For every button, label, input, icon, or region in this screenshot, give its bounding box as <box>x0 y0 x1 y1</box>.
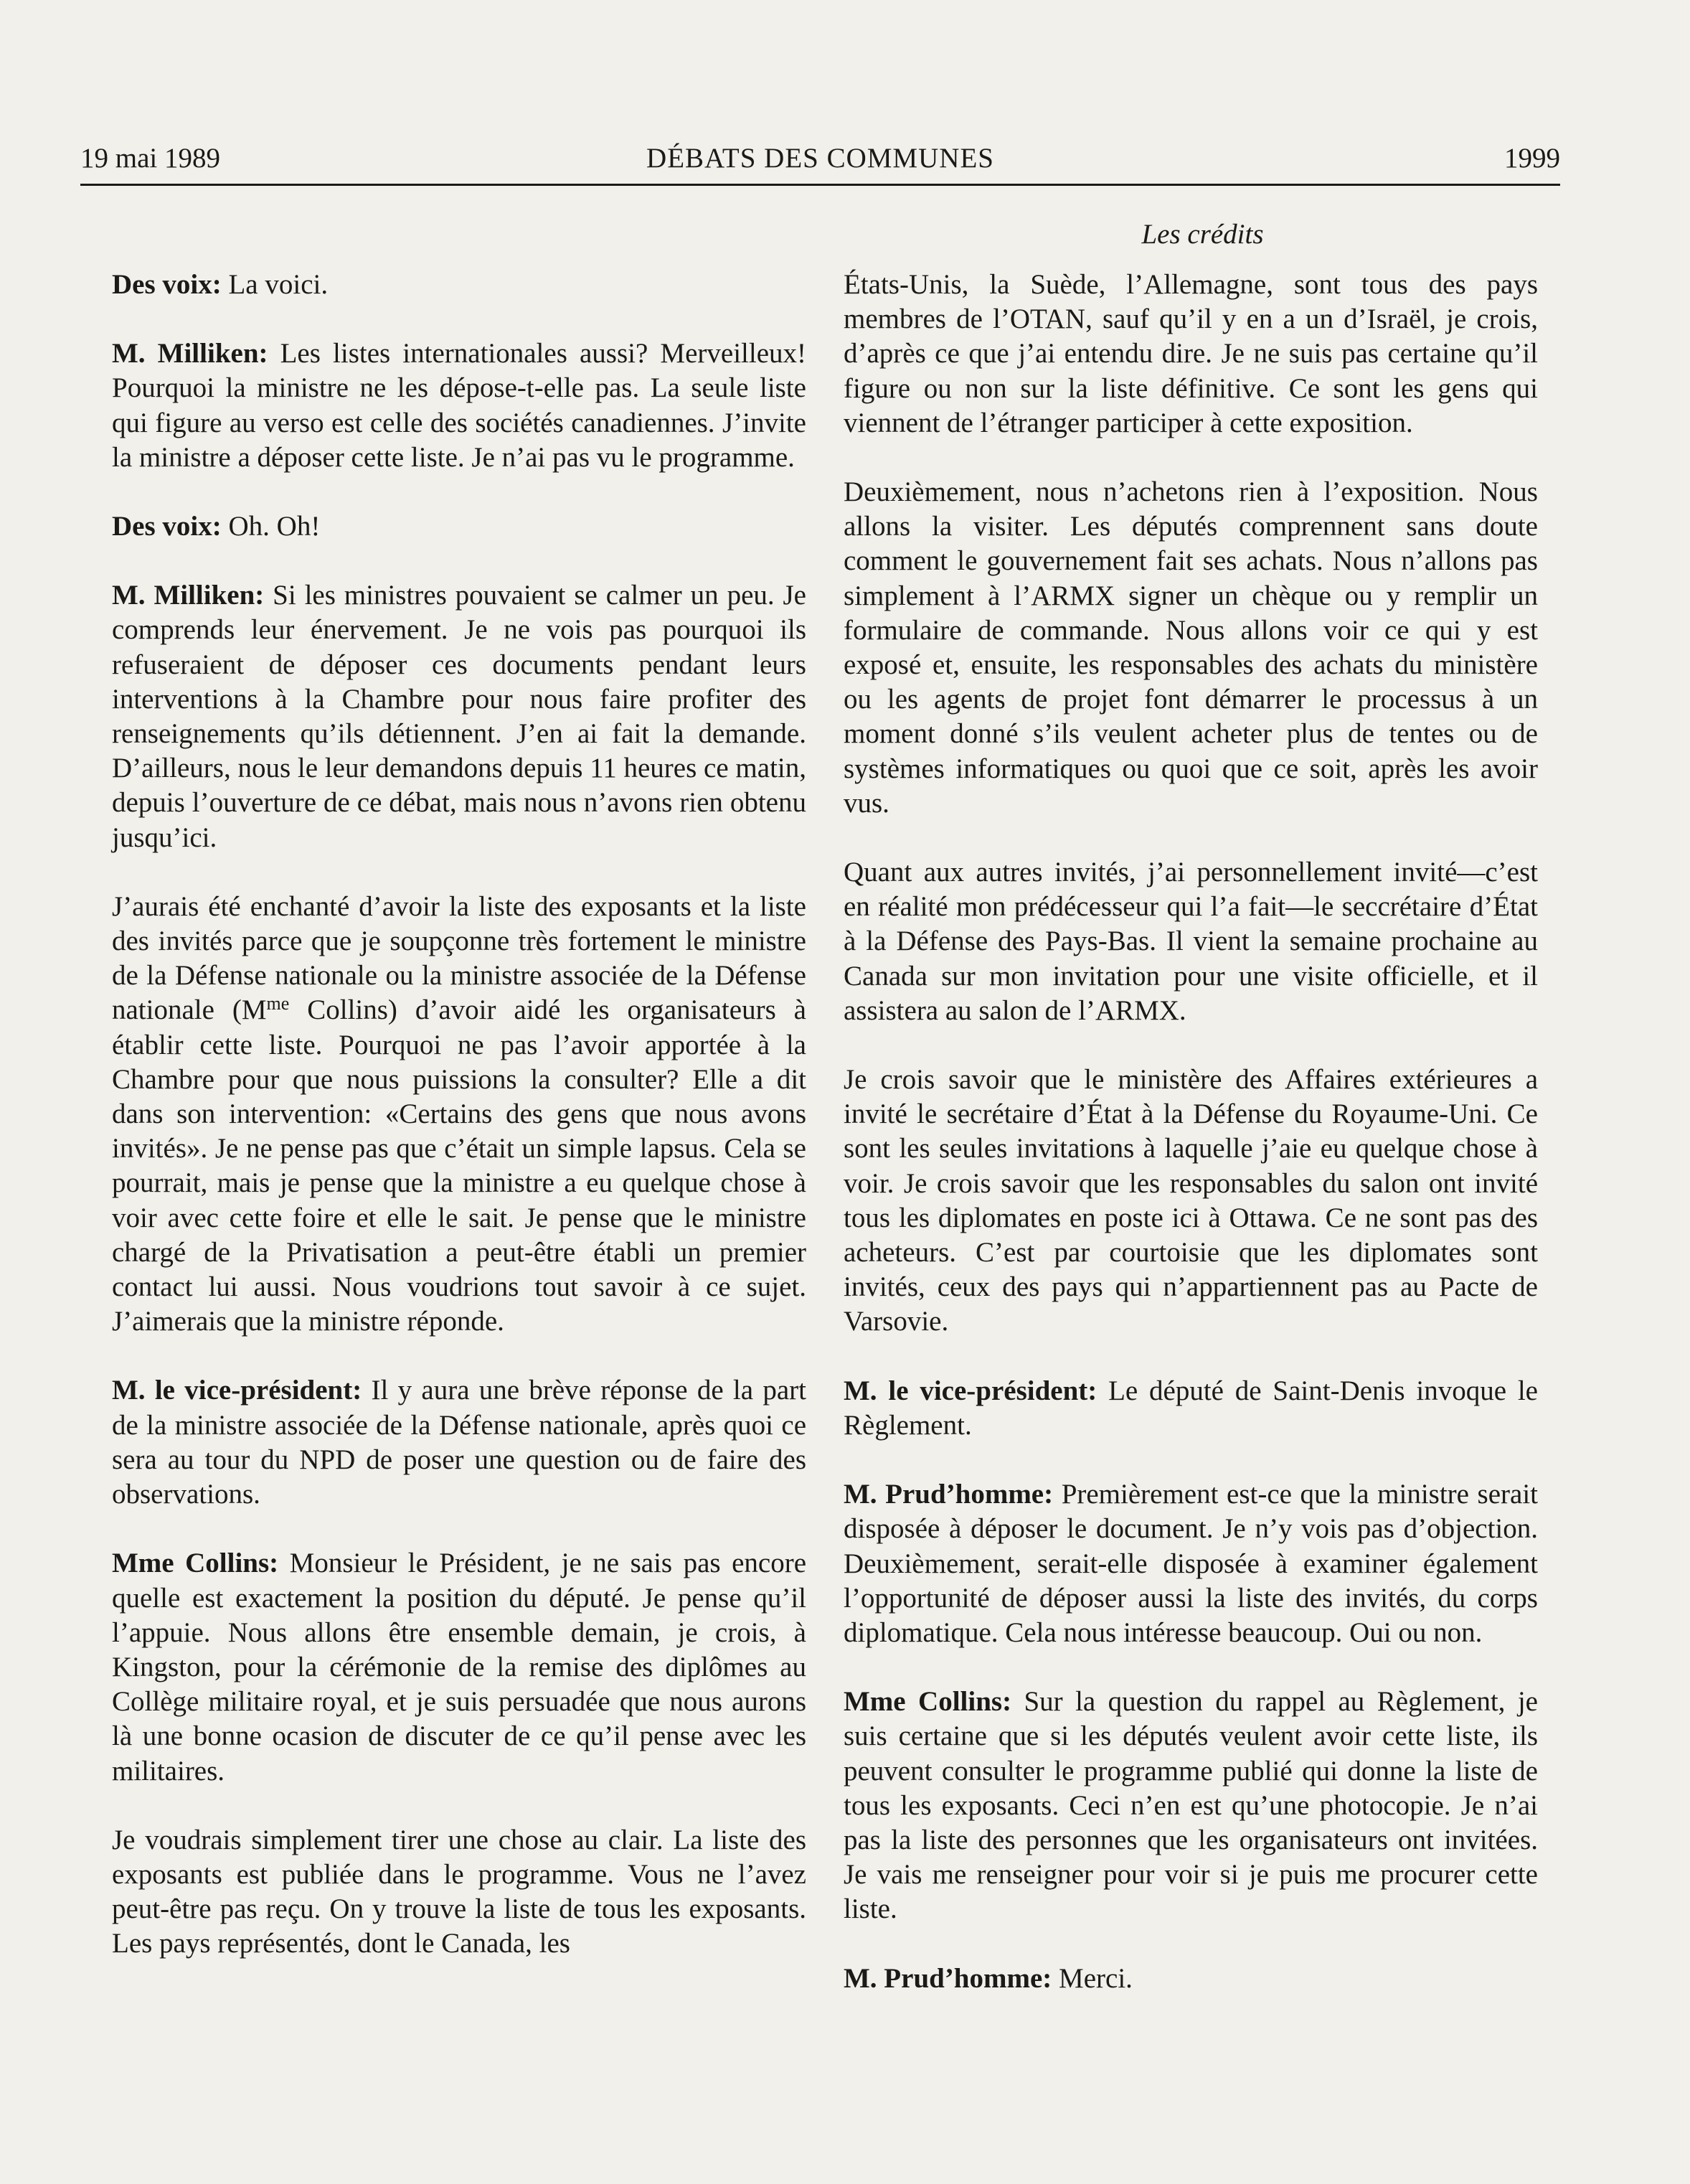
paragraph-text: Quant aux autres invités, j’ai personnellement invité—c’est en réalité mon prédécesseur qui l’a fait—le seccrétaire d’État à la Défense des Pays-Bas. Il vient la semaine prochaine au Canada sur mon invitation pour une visite officielle, et il assistera au salon de l’ARMX. <box>844 857 1538 1026</box>
paragraph <box>112 890 806 1340</box>
paragraph-text: Sur la question du rappel au Règlement, je suis certaine que si les députés veulent avoir cette liste, ils peuvent consulter le programme publié qui donne la liste de tous les exposants. Ceci n’en est qu’une photocopie. Je n’ai pas la liste des personnes que les organisateurs ont invitées. Je vais me renseigner pour voir si je puis me procurer cette liste. <box>844 1686 1538 1925</box>
paragraph <box>844 1477 1538 1650</box>
header-title: DÉBATS DES COMMUNES <box>646 143 994 174</box>
speaker: Des voix: <box>112 269 222 300</box>
paragraph-text: Premièrement est-ce que la ministre serait disposée à déposer le document. Je n’y vois pas d’objection. Deuxièmement, serait-elle disposée à examiner également l’opportunité de déposer aussi la liste des invités, du corps diplomatique. Cela nous intéresse beaucoup. Oui ou non. <box>844 1479 1538 1648</box>
speaker: Mme Collins: <box>844 1686 1012 1718</box>
right-column <box>844 268 1538 2030</box>
paragraph-text: La voici. <box>221 269 329 300</box>
paragraph-text: Le député de Saint-Denis invoque le Règlement. <box>844 1375 1538 1441</box>
paragraph <box>844 268 1538 441</box>
paragraph-text: États-Unis, la Suède, l’Allemagne, sont tous des pays membres de l’OTAN, sauf qu’il y en a un d’Israël, je crois, d’après ce que j’ai entendu dire. Je ne suis pas certaine qu’il figure ou non sur la liste définitive. Ce sont les gens qui viennent de l’étranger participer à cette exposition. <box>844 269 1538 438</box>
speaker: Des voix: <box>112 511 222 542</box>
paragraph <box>844 1962 1538 1996</box>
page-header <box>80 142 1560 182</box>
superscript: me <box>266 993 290 1015</box>
paragraph <box>112 336 806 475</box>
paragraph <box>844 1685 1538 1926</box>
paragraph-text-before: J’aurais été enchanté d’avoir la liste des exposants et la liste des invités parce que je soupçonne très fortement le ministre de la Défense nationale ou la ministre associée de la Défense nationale (M <box>112 890 806 1026</box>
paragraph-text: Je crois savoir que le ministère des Affaires extérieures a invité le secrétaire d’État à la Défense du Royaume-Uni. Ce sont les seules invitations à laquelle j’aie eu quelque chose à voir. Je crois savoir que les responsables du salon ont invité tous les diplomates en poste ici à Ottawa. Ce ne sont pas des acheteurs. C’est par courtoisie que les diplomates sont invités, ceux des pays qui n’appartiennent pas au Pacte de Varsovie. <box>844 1064 1538 1337</box>
header-date: 19 mai 1989 <box>80 143 220 174</box>
speaker: M. Prud’homme: <box>844 1479 1054 1510</box>
paragraph-text: Collins) d’avoir aidé les organisateurs à établir cette liste. Pourquoi ne pas l’avoir apportée à la Chambre pour que nous puissions la consulter? Elle a dit dans son intervention: «Certains des gens que nous avons invités». Je ne pense pas que c’était un simple lapsus. Cela se pourrait, mais je pense que la ministre a eu quelque chose à voir avec cette foire et elle le sait. Je pense que le ministre chargé de la Privatisation a peut-être établi un premier contact lui aussi. Nous voudrions tout savoir à ce sujet. J’aimerais que la ministre réponde. <box>112 994 806 1337</box>
paragraph-text: Il y aura une brève réponse de la part de la ministre associée de la Défense nationale, après quoi ce sera au tour du NPD de poser une question ou de faire des observations. <box>112 1375 806 1510</box>
paragraph-text: Monsieur le Président, je ne sais pas encore quelle est exactement la position du député. Je pense qu’il l’appuie. Nous allons être ensemble demain, je crois, à Kingston, pour la cérémonie de la remise des diplômes au Collège militaire royal, et je suis persuadée que nous aurons là une bonne ocasion de discuter de ce qu’il pense avec les militaires. <box>112 1548 807 1787</box>
running-head: Les crédits <box>1141 219 1264 250</box>
paragraph <box>112 509 806 544</box>
paragraph <box>844 855 1538 1028</box>
paragraph <box>844 475 1538 821</box>
paragraph <box>112 1373 806 1512</box>
paragraph-text: Oh. Oh! <box>221 511 321 542</box>
paragraph <box>112 578 806 855</box>
header-page-number: 1999 <box>1504 143 1560 174</box>
paragraph <box>112 1823 806 1962</box>
paragraph <box>112 1546 806 1788</box>
header-rule <box>80 184 1560 186</box>
paragraph-text: Merci. <box>1052 1962 1133 1994</box>
paragraph <box>844 1063 1538 1340</box>
speaker: M. Prud’homme: <box>844 1962 1052 1994</box>
paragraph-text: Je voudrais simplement tirer une chose au clair. La liste des exposants est publiée dans le programme. Vous ne l’avez peut-être pas reçu. On y trouve la liste de tous les exposants. Les pays représentés, dont le Canada, les <box>112 1824 806 1959</box>
paragraph <box>844 1374 1538 1443</box>
paragraph-text: Les listes internationales aussi? Merveilleux! Pourquoi la ministre ne les dépose-t-elle pas. La seule liste qui figure au verso est celle des sociétés canadiennes. J’invite la ministre a déposer cette liste. Je n’ai pas vu le programme. <box>112 338 806 473</box>
paragraph <box>112 268 806 302</box>
paragraph-text: Si les ministres pouvaient se calmer un peu. Je comprends leur énervement. Je ne vois pas pourquoi ils refuseraient de déposer ces documents pendant leurs interventions à la Chambre pour nous faire profiter des renseignements qu’ils détiennent. J’en ai fait la demande. D’ailleurs, nous le leur demandons depuis 11 heures ce matin, depuis l’ouverture de ce débat, mais nous n’avons rien obtenu jusqu’ici. <box>112 580 806 853</box>
speaker: M. Milliken: <box>112 580 265 611</box>
left-column <box>112 268 806 1996</box>
speaker: M. Milliken: <box>112 338 268 370</box>
paragraph-text: Deuxièmement, nous n’achetons rien à l’exposition. Nous allons la visiter. Les députés comprennent sans doute comment le gouvernement fait ses achats. Nous n’allons pas simplement à l’ARMX signer un chèque ou y remplir un formulaire de commande. Nous allons voir ce qui y est exposé et, ensuite, les responsables des achats du ministère ou les agents de projet font démarrer le processus à un moment donné s’ils veulent acheter plus de tentes ou de systèmes informatiques ou quoi que ce soit, après les avoir vus. <box>844 476 1538 819</box>
speaker: M. le vice-président: <box>112 1375 362 1406</box>
speaker: Mme Collins: <box>112 1548 279 1579</box>
speaker: M. le vice-président: <box>844 1375 1097 1406</box>
